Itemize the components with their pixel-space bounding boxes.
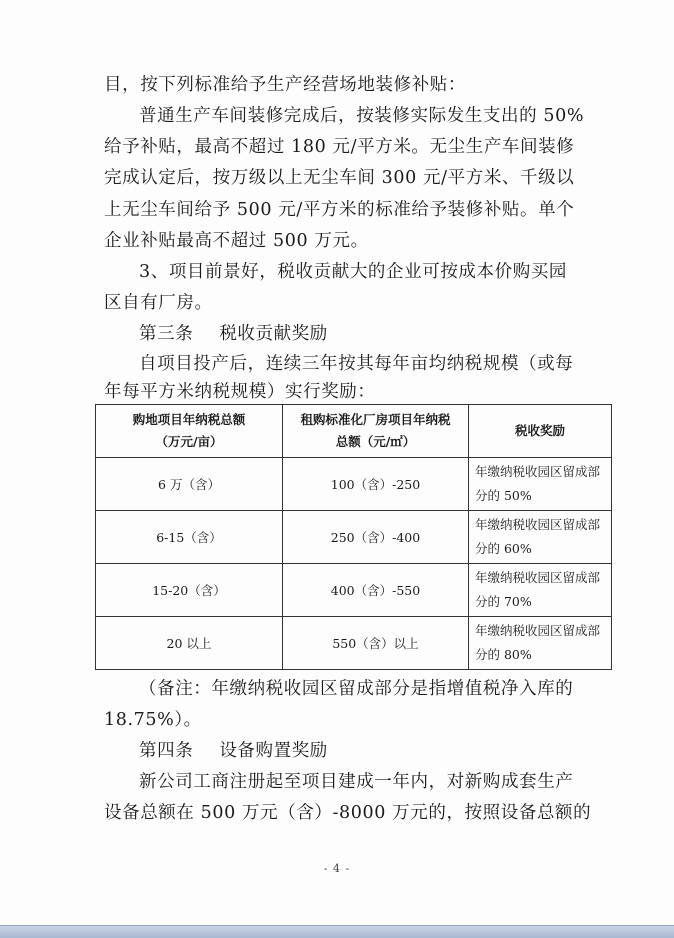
paragraph-line: 普通生产车间装修完成后，按装修实际发生支出的 50% [139, 106, 585, 126]
article-3-number: 第三条 [139, 324, 194, 344]
table-row [96, 511, 612, 564]
paragraph-line: （备注：年缴纳税收园区留成部分是指增值税净入库的 [139, 679, 574, 699]
paragraph-line: 18.75%）。 [104, 710, 202, 730]
cell-rent: 100（含）-250 [283, 458, 469, 511]
cell-reward: 年缴纳税收园区留成部 分的 60% [469, 511, 612, 564]
paragraph-line: 企业补贴最高不超过 500 万元。 [104, 231, 369, 251]
paragraph-line: 3、项目前景好，税收贡献大的企业可按成本价购买园 [139, 262, 568, 282]
cell-reward: 年缴纳税收园区留成部 分的 50% [469, 458, 612, 511]
paragraph-line: 目，按下列标准给予生产经营场地装修补贴： [104, 75, 466, 95]
paragraph-line: 年每平方米纳税规模）实行奖励： [104, 382, 376, 402]
article-3-title: 税收贡献奖励 [219, 324, 328, 344]
table-row [96, 617, 612, 670]
cell-rent: 550（含）以上 [283, 617, 469, 670]
table-row [96, 458, 612, 511]
article-4-heading [139, 737, 328, 765]
cell-rent: 400（含）-550 [283, 564, 469, 617]
cell-reward: 年缴纳税收园区留成部 分的 80% [469, 617, 612, 670]
cell-land: 15-20（含） [96, 564, 283, 617]
tax-reward-table [95, 404, 612, 670]
paragraph-line: 上无尘车间给予 500 元/平方米的标准给予装修补贴。单个 [104, 200, 575, 220]
viewer-bottom-bar [0, 925, 674, 938]
paragraph-line: 给予补贴，最高不超过 180 元/平方米。无尘生产车间装修 [104, 137, 575, 157]
paragraph-line: 区自有厂房。 [104, 293, 213, 313]
article-4-number: 第四条 [139, 741, 194, 761]
cell-land: 6-15（含） [96, 511, 283, 564]
cell-land: 6 万（含） [96, 458, 283, 511]
paragraph-line: 完成认定后，按万级以上无尘车间 300 元/平方米、千级以 [104, 168, 575, 188]
cell-rent: 250（含）-400 [283, 511, 469, 564]
table-row [96, 564, 612, 617]
header-land-tax: 购地项目年纳税总额 （万元/亩） [96, 405, 283, 458]
header-tax-reward: 税收奖励 [469, 405, 612, 458]
article-4-title: 设备购置奖励 [219, 741, 328, 761]
article-3-heading [139, 320, 328, 348]
cell-land: 20 以上 [96, 617, 283, 670]
header-rent-tax: 租购标准化厂房项目年纳税 总额（元/㎡） [283, 405, 469, 458]
paragraph-line: 自项目投产后，连续三年按其每年亩均纳税规模（或每 [139, 354, 574, 374]
table-header-row [96, 405, 612, 458]
paragraph-line: 设备总额在 500 万元（含）-8000 万元的，按照设备总额的 [104, 803, 592, 823]
page-number: - 4 - [323, 862, 351, 875]
cell-reward: 年缴纳税收园区留成部 分的 70% [469, 564, 612, 617]
paragraph-line: 新公司工商注册起至项目建成一年内，对新购成套生产 [139, 772, 574, 792]
